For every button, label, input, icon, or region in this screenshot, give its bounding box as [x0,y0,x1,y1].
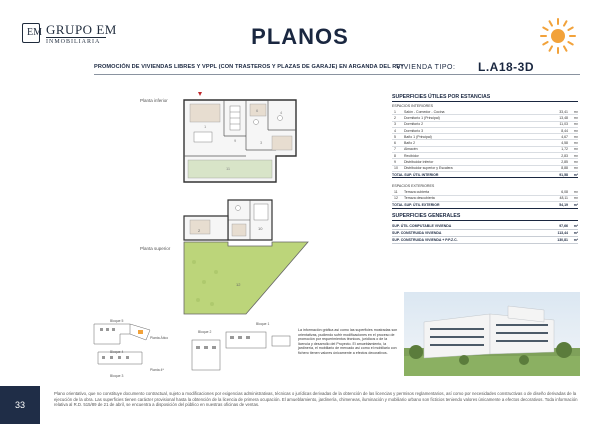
surface-unit: m² [573,166,578,171]
surface-n: 3 [394,122,396,127]
svg-text:3: 3 [260,140,263,145]
surface-label: Terraza descubierta [404,196,435,201]
surface-value: 4,67 [561,134,568,139]
exterior-total-label: TOTAL SUP. ÚTIL EXTERIOR [392,202,440,207]
exterior-total-row [392,202,578,209]
page-title: PLANOS [251,24,349,49]
svg-text:2: 2 [198,228,201,233]
surface-label: SUP. ÚTIL COMPUTABLE VIVIENDA [392,223,452,228]
surface-label: Almacén [404,147,418,152]
surface-row [392,237,578,244]
surface-value: 8,88 [561,166,568,171]
key-bloque-5-label: Bloque 5 [110,319,124,323]
footer-text: Plano orientativo, que no constituye documento contractual, sujeto a modificaciones por exigencias administrativas, técnicas o jurídicas derivadas de la obtención de las licencias y permisos reglamentarios, así como por necesidades constructivas o de diseño derivadas de la ejecución de la obra. Las superficies tienen carácter provisional hasta la obtención de la licencia de primera ocupación. El amueblamiento, jardinería, chimeneas, iluminación y mobiliario urbano son ficticios teniendo valores únicamente a efectos decorativos. Toda información relativa al R.D. 515/89 de 21 de abril, se encuentra a disposición del público en nuestras oficinas de ventas. [54,391,578,408]
surface-unit: m² [573,128,578,133]
promo-text: PROMOCIÓN DE VIVIENDAS LIBRES Y VPPL (CON TRASTEROS Y PLAZAS DE GARAJE) EN ARGANDA DEL REY [94,64,405,70]
surface-label: Dormitorio 2 [404,122,424,127]
key-plan-right [186,330,294,376]
surface-n: 1 [394,109,396,114]
svg-text:9: 9 [234,138,237,143]
surface-n: 9 [394,160,396,165]
surfaces-heading: SUPERFICIES ÚTILES POR ESTANCIAS [392,94,578,102]
surface-value: 6,08 [561,190,568,195]
surface-n: 4 [394,128,396,133]
surface-n: 5 [394,134,396,139]
surface-value: 2,83 [561,153,568,158]
surface-label: Baño 2 [404,141,416,146]
surface-value: 13,48 [559,115,568,120]
surface-value: 8,44 [561,128,568,133]
surface-n: 8 [394,153,396,158]
surface-unit: m² [573,109,578,114]
surface-n: 10 [394,166,398,171]
surface-value: 1,72 [561,147,568,152]
svg-text:1: 1 [204,124,207,129]
terrace-garden [184,242,308,314]
surface-unit: m² [573,237,578,242]
surface-unit: m² [573,122,578,127]
surface-unit: m² [573,230,578,235]
surface-value: 11,03 [559,122,568,127]
brand-name: GRUPO EM [46,22,117,37]
surface-n: 11 [394,190,398,195]
header-divider [94,74,580,75]
surface-n: 2 [394,115,396,120]
surface-n: 12 [394,196,398,201]
exterior-heading: ESPACIOS EXTERIORES [392,184,435,189]
surface-value: 48,11 [559,196,568,201]
interior-total-value: 91,58 [559,172,568,177]
surfaces-table [392,94,578,244]
key-bloque-3-label: Bloque 3 [110,374,124,378]
surface-unit: m² [573,190,578,195]
svg-text:10: 10 [258,226,263,231]
surface-unit: m² [573,160,578,165]
svg-text:4: 4 [280,110,283,115]
surface-row [392,230,578,237]
surface-label: SUP. CONSTRUIDA VIVIENDA [392,230,442,235]
brand-sub: INMOBILIARIA [46,37,106,45]
surface-label: SUP. CONSTRUIDA VIVIENDA + P.P.Z.C. [392,237,458,242]
surface-label: Distribuidor superior y Escalera [404,166,453,171]
surface-value: 113,44 [557,230,568,235]
surface-value: 130,81 [557,237,568,242]
surface-value: 33,41 [559,109,568,114]
exterior-total-value: 54,19 [559,202,568,207]
building-render [404,292,580,376]
general-heading: SUPERFICIES GENERALES [392,213,578,221]
surface-unit: m² [573,134,578,139]
surface-unit: m² [573,223,578,228]
interior-total-unit: m² [573,172,578,177]
svg-text:12: 12 [236,282,241,287]
key-planta-atico-label: Planta Ático [150,336,169,340]
interior-heading: ESPACIOS INTERIORES [392,104,434,108]
vivienda-tipo-label: VIVIENDA TIPO: [396,64,456,71]
surface-unit: m² [573,196,578,201]
upper-plan-label: Planta superior [140,246,171,251]
upper-floor-plan [176,192,316,318]
disclaimer-text: La información gráfica así como las superficies mostradas son orientativas, pudiendo sufrir modificaciones en el proceso de promoción por requerimientos técnicos, jurídicos o de la licencia y desarrollo del Proyecto. El amueblamiento, la jardinería, el mobiliario de mercado así como el mobiliario con fichero tienen valores únicamente a efectos decorativos. [298,328,398,355]
surface-value: 97,66 [559,223,568,228]
sun-logo-icon [538,16,578,56]
surface-label: Baño 1 (Principal) [404,134,432,139]
exterior-total-unit: m² [573,202,578,207]
lower-floor-plan [176,90,306,186]
surface-label: Recibidor [404,153,419,158]
surface-label: Salón - Comedor - Cocina [404,109,445,114]
key-bloque-4-label: Bloque 4 [110,350,124,354]
surface-label: Terraza cubierta [404,190,430,195]
surface-unit: m² [573,153,578,158]
surface-value: 2,85 [561,160,568,165]
interior-total-label: TOTAL SUP. ÚTIL INTERIOR [392,172,439,177]
surface-label: Dormitorio 3 [404,128,424,133]
surface-row [392,223,578,230]
entrance-marker-icon [198,92,202,96]
key-bloque-2-label: Bloque 2 [198,330,212,334]
surface-n: 6 [394,141,396,146]
svg-text:6: 6 [256,108,259,113]
key-planta-4-label: Planta 4ª [150,368,164,372]
page-number: 33 [14,400,25,410]
key-bloque-1-label: Bloque 1 [256,322,270,326]
surface-n: 7 [394,147,396,152]
surface-value: 4,58 [561,141,568,146]
surface-unit: m² [573,141,578,146]
surface-label: Distribuidor inferior [404,160,434,165]
surface-unit: m² [573,115,578,120]
logo-mark-text: EM [27,27,42,38]
svg-text:11: 11 [226,166,231,171]
vivienda-tipo-value: L.A18-3D [478,60,535,74]
lower-plan-label: Planta inferior [140,98,168,103]
surface-unit: m² [573,147,578,152]
surface-label: Dormitorio 1 (Principal) [404,115,440,120]
